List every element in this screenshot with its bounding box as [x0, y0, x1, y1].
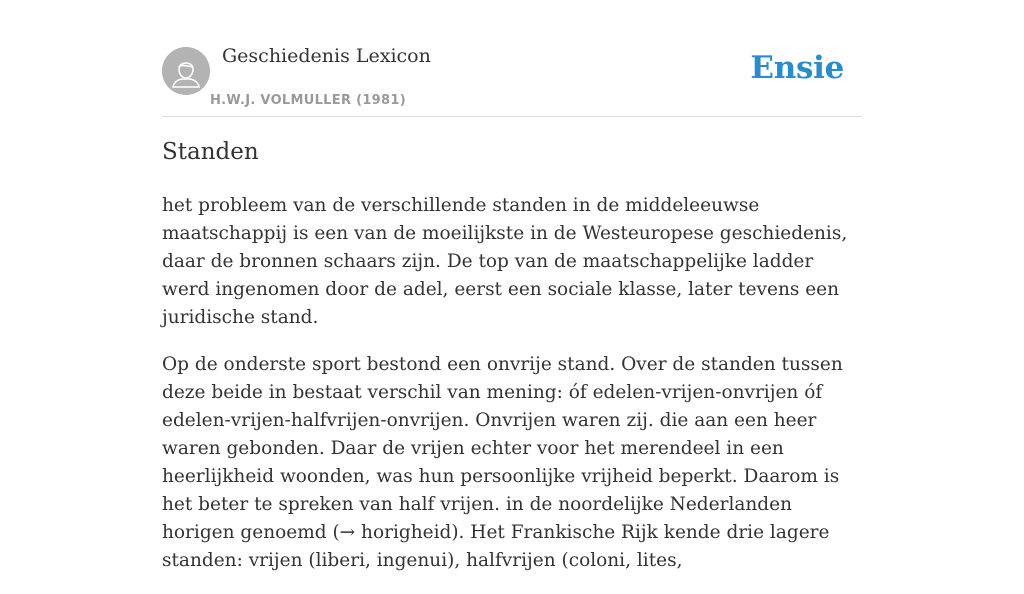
entry-body: [162, 192, 862, 594]
user-icon[interactable]: [162, 47, 210, 95]
paragraph: Op de onderste sport bestond een onvrije stand. Over de standen tussen deze beide in bestaat verschil van mening: óf edelen-vrijen-onvrijen óf edelen-vrijen-halfvrijen-onvrijen. Onvrijen waren zij. die aan een heer waren gebonden. Daar de vrijen echter voor het merendeel in een heerlijkheid woonden, was hun persoonlijke vrijheid beperkt. Daarom is het beter te spreken van half vrijen. in de noordelijke Nederlanden horigen genoemd (→ horigheid). Het Frankische Rijk kende drie lagere standen: vrijen (liberi, ingenui), halfvrijen (coloni, lites,: [162, 354, 843, 571]
page-container: [162, 0, 862, 571]
author-name[interactable]: H.W.J. VOLMULLER (1981): [210, 93, 406, 108]
entry-header: [162, 0, 862, 117]
book-title-link[interactable]: Geschiedenis Lexicon: [222, 45, 431, 67]
paragraph: het probleem van de verschillende standen in de middeleeuwse maatschappij is een van de moeilijkste in de Westeuropese geschiedenis, daar de bronnen schaars zijn. De top van de maatschappelijke ladder werd ingenomen door de adel, eerst een sociale klasse, later tevens een juridische stand.: [162, 195, 848, 328]
page-title: Standen: [162, 139, 259, 165]
ensie-logo[interactable]: Ensie: [750, 50, 844, 86]
